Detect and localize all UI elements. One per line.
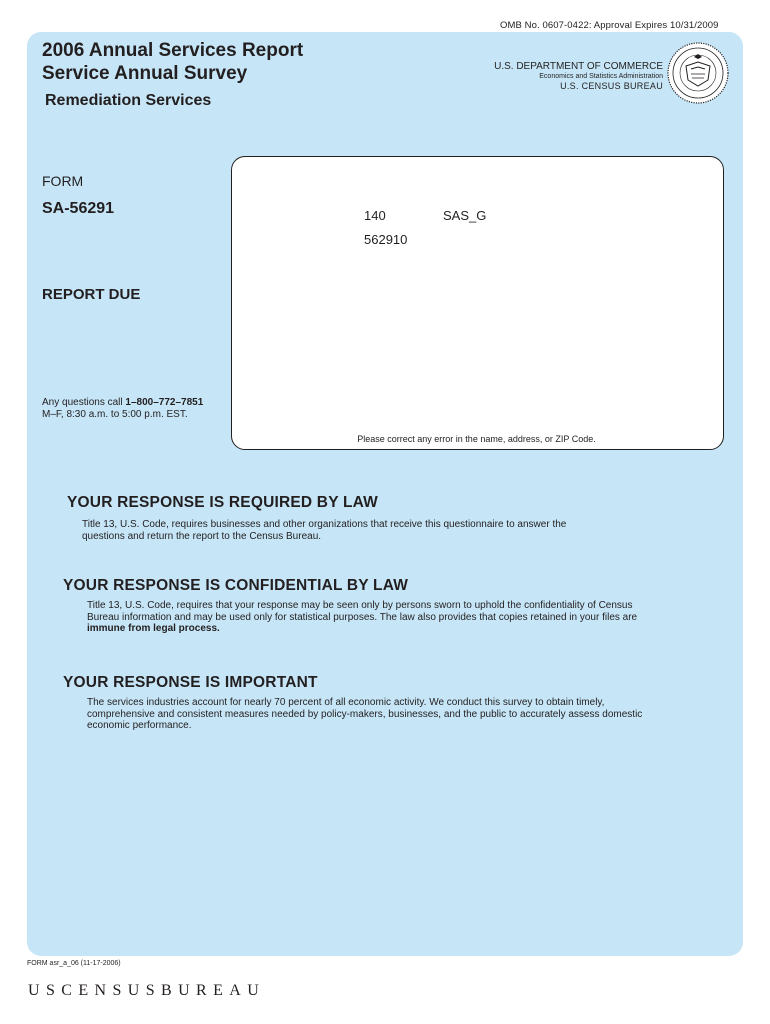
section-important-text — [87, 697, 642, 732]
census-bureau-wordmark: USCENSUSBUREAU — [28, 982, 266, 999]
report-due-label: REPORT DUE — [42, 286, 141, 303]
agency-department: U.S. DEPARTMENT OF COMMERCE — [494, 61, 663, 72]
code-140: 140 — [364, 208, 386, 223]
form-label: FORM — [42, 173, 84, 189]
agency-block — [494, 61, 663, 91]
section-important-line: The services industries account for nearly 70 percent of all economic activity. We conduct this survey to obtain timely, — [87, 697, 605, 708]
industry-subtitle: Remediation Services — [45, 92, 212, 109]
mailing-address-box — [231, 156, 724, 450]
questions-prefix: Any questions call — [42, 397, 126, 408]
office-hours: M–F, 8:30 a.m. to 5:00 p.m. EST. — [42, 409, 188, 420]
department-seal-icon — [667, 42, 729, 104]
address-correction-note: Please correct any error in the name, address, or ZIP Code. — [357, 434, 596, 444]
section-confidential-text — [87, 600, 637, 635]
section-important-line: economic performance. — [87, 720, 192, 731]
form-code: FORM asr_a_06 (11-17-2006) — [27, 960, 121, 967]
section-heading-confidential: YOUR RESPONSE IS CONFIDENTIAL BY LAW — [63, 577, 409, 594]
naics-code: 562910 — [364, 232, 408, 247]
section-confidential-line: Title 13, U.S. Code, requires that your response may be seen only by persons sworn to uphold the confidentiality of Census — [87, 600, 633, 611]
section-required-line: Title 13, U.S. Code, requires businesses and other organizations that receive this questionnaire to answer the — [82, 519, 567, 530]
omb-approval: OMB No. 0607-0422: Approval Expires 10/31/2009 — [500, 20, 719, 31]
section-heading-important: YOUR RESPONSE IS IMPORTANT — [63, 674, 318, 691]
section-confidential-line: Bureau information and may be used only for statistical purposes. The law also provides that copies retained in your files are — [87, 611, 638, 623]
agency-administration: Economics and Statistics Administration — [539, 73, 663, 80]
agency-bureau: U.S. CENSUS BUREAU — [560, 81, 663, 91]
questions-line — [42, 397, 203, 408]
section-important-line: comprehensive and consistent measures needed by policy-makers, businesses, and the public to accurately assess domestic — [87, 708, 643, 720]
form-number: SA-56291 — [42, 200, 115, 217]
phone-number: 1–800–772–7851 — [125, 397, 204, 408]
section-heading-required: YOUR RESPONSE IS REQUIRED BY LAW — [67, 494, 378, 511]
report-title: 2006 Annual Services Report — [42, 40, 304, 61]
section-required-text — [82, 519, 566, 542]
section-required-line: questions and return the report to the Census Bureau. — [82, 530, 322, 542]
section-confidential-bold-line: immune from legal process. — [87, 623, 220, 634]
code-sas-g: SAS_G — [443, 208, 487, 223]
survey-title: Service Annual Survey — [42, 63, 248, 84]
